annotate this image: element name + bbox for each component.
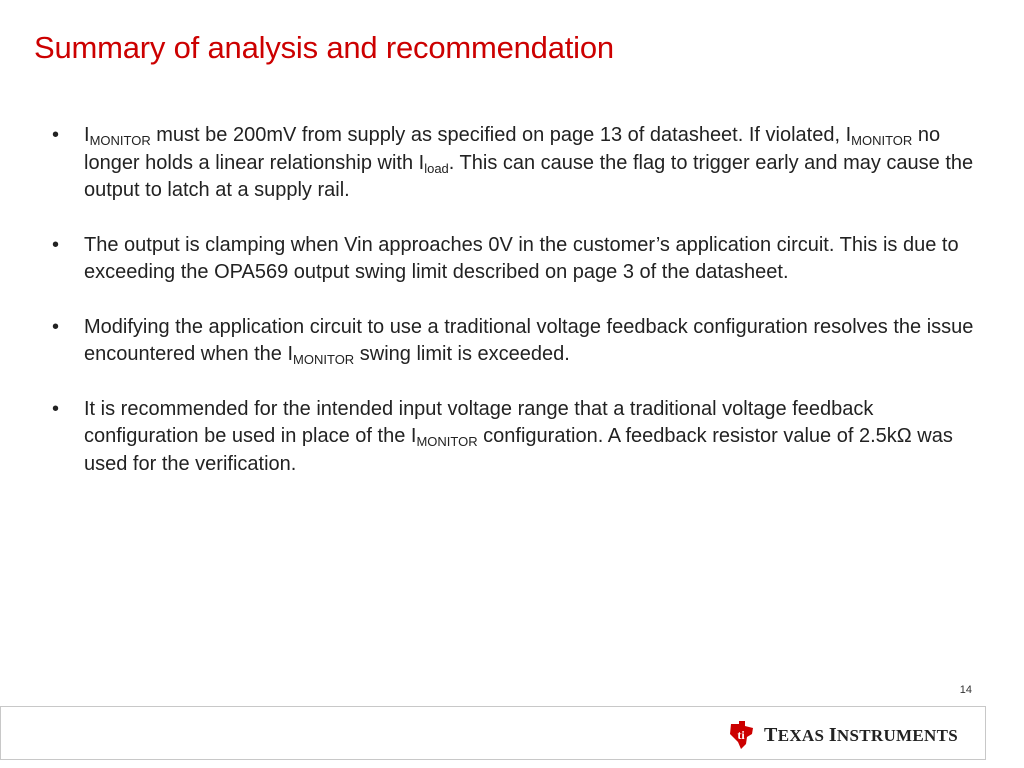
bullet-text: It is recommended for the intended input voltage range that a traditional voltage feedback configuration be used in place of the $I_{MONITOR}$ configuration. A feedback resistor value of 2.5kΩ was used for the verification. [84, 397, 953, 475]
bullet-text: The output is clamping when Vin approaches 0V in the customer’s application circuit. This is due to exceeding the OPA569 output swing limit described on page 3 of the datasheet. [84, 233, 959, 283]
bullet-text: Modifying the application circuit to use a traditional voltage feedback configuration resolves the issue encountered when the $I_{MONITOR}$ swing limit is exceeded. [84, 315, 974, 367]
bullet-marker: • [52, 124, 60, 146]
bullet-text: $I_{MONITOR}$ must be 200mV from supply as specified on page 13 of datasheet. If violated, $I_{MONITOR}$ no longer holds a linear relationship with $I_{load}$. This can cause the flag to trigger early and may cause the output to latch at a supply rail. [84, 124, 974, 201]
page-number: 14 [959, 684, 972, 696]
bullet-marker: • [52, 233, 60, 256]
bullet-marker: • [52, 315, 60, 338]
bullet-item-1 [52, 122, 982, 205]
bullet-item-2 [52, 232, 982, 287]
ti-logo [728, 720, 958, 750]
slide-title: Summary of analysis and recommendation [34, 30, 614, 65]
ti-logo-text: TEXAS INSTRUMENTS [764, 723, 958, 746]
ti-logo-icon [728, 720, 756, 750]
bullet-item-4 [52, 396, 982, 479]
bullet-item-3 [52, 314, 982, 369]
svg-text:ti: ti [737, 728, 745, 742]
bullet-marker: • [52, 397, 60, 420]
bullet-list [52, 122, 982, 505]
